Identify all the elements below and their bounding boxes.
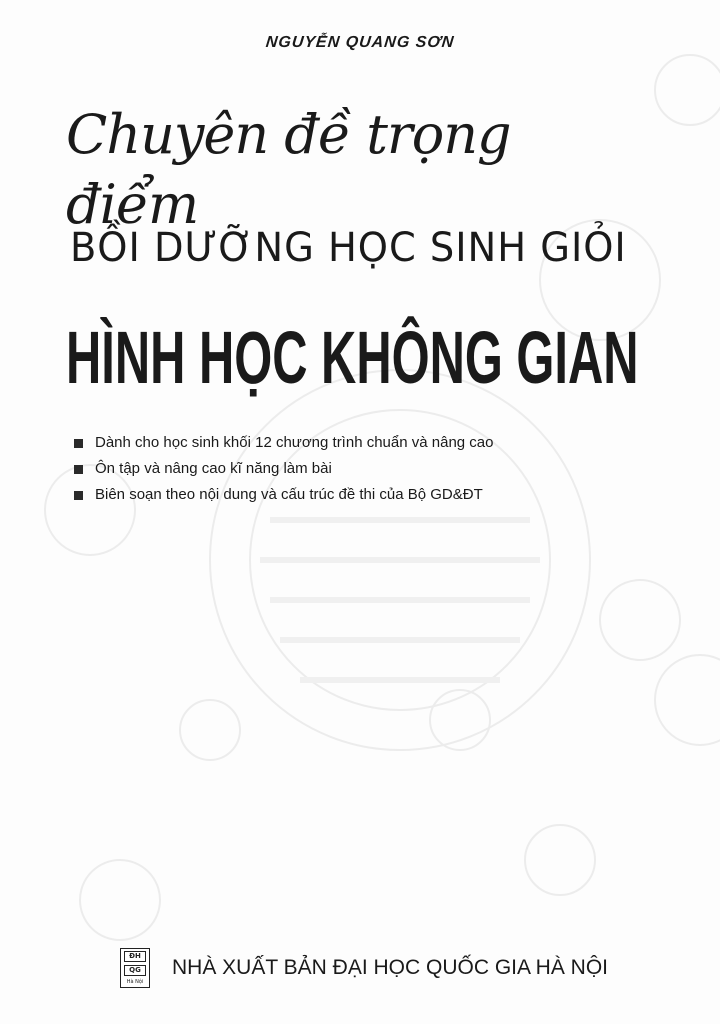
series-title: Chuyên đề trọng điểm [66, 103, 511, 236]
author-name: NGUYỄN QUANG SƠN [264, 34, 456, 51]
feature-item [74, 482, 674, 508]
publisher-block [120, 946, 680, 990]
feature-list [74, 430, 674, 508]
square-bullet-icon [74, 491, 83, 500]
publisher-logo [120, 948, 150, 988]
logo-letters-middle: QG [124, 965, 146, 976]
book-subtitle: BỒI DƯỠNG HỌC SINH GIỎI [70, 225, 627, 271]
square-bullet-icon [74, 439, 83, 448]
feature-item [74, 456, 674, 482]
feature-text: Dành cho học sinh khối 12 chương trình chuẩn và nâng cao [95, 434, 494, 451]
book-title: HÌNH HỌC KHÔNG GIAN [66, 316, 639, 399]
publisher-name: NHÀ XUẤT BẢN ĐẠI HỌC QUỐC GIA HÀ NỘI [172, 956, 609, 979]
feature-text: Biên soạn theo nội dung và cấu trúc đề thi của Bộ GD&ĐT [95, 486, 483, 503]
feature-item [74, 430, 674, 456]
feature-text: Ôn tập và nâng cao kĩ năng làm bài [95, 460, 332, 477]
logo-letters-top: ĐH [124, 951, 146, 962]
square-bullet-icon [74, 465, 83, 474]
logo-caption: Hà Nội [126, 979, 144, 985]
